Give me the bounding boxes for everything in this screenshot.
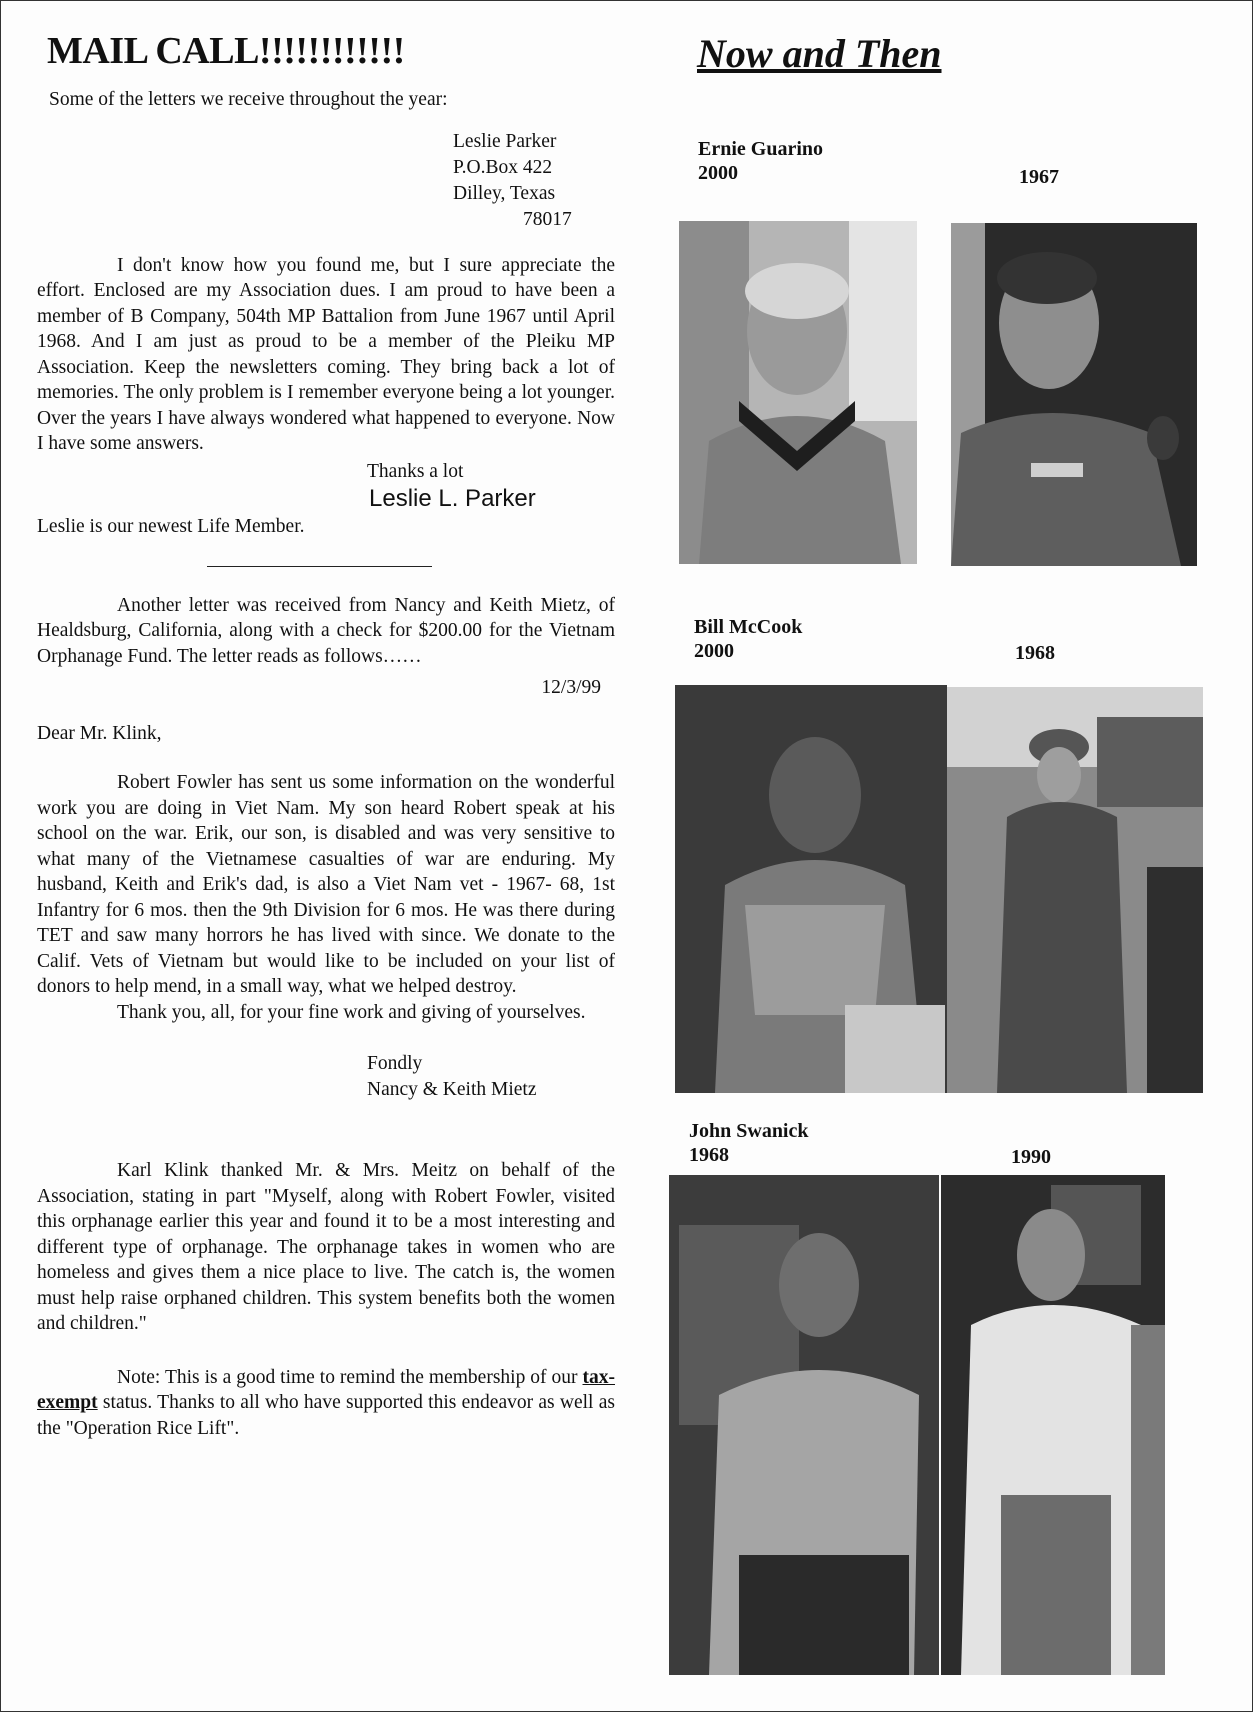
portrait-photo — [947, 687, 1203, 1093]
photo-entry — [661, 1083, 1221, 1683]
note-text-a: Note: This is a good time to remind the membership of our — [117, 1366, 583, 1388]
tax-exempt-emphasis: tax-exempt — [37, 1366, 615, 1413]
section-divider — [207, 566, 432, 567]
address-name: Leslie Parker — [453, 130, 557, 152]
entry-year-left: 2000 — [698, 162, 738, 184]
entry-name: Bill McCook — [694, 616, 803, 638]
photo-entry — [661, 101, 1221, 541]
mail-call-title: MAIL CALL!!!!!!!!!!!! — [47, 30, 405, 72]
letter-mietz-body: Robert Fowler has sent us some information on the wonderful work you are doing in Viet Nam. My son heard Robert speak at his school on the war. Erik, our son, is disabled and was very sensitive to what many of the Vietnamese casualties of war are enduring. My husband, Keith and Erik's dad, is also a Viet Nam vet - 1967- 68, 1st Infantry for 6 mos. then the 9th Division for 6 mos. He was there during TET and saw many horrors he has lived with since. We donate to the Calif. Vets of Vietnam but would like to be included on your list of donors to help mend, in a small way, what we helped destroy. — [37, 772, 615, 997]
tax-exempt-note — [37, 1365, 615, 1442]
letter-parker-signoff: Thanks a lot — [367, 460, 464, 482]
note-text-b: status. Thanks to all who have supported this endeavor as well as the "Operation Rice Lift". — [37, 1392, 615, 1439]
address-box: P.O.Box 422 — [453, 156, 553, 178]
entry-year-right: 1990 — [1011, 1146, 1051, 1168]
entry-name: Ernie Guarino — [698, 138, 824, 160]
portrait-photo — [941, 1175, 1165, 1675]
address-city: Dilley, Texas — [453, 182, 556, 204]
entry-year-left: 2000 — [694, 640, 734, 662]
portrait-photo — [951, 223, 1197, 566]
mail-call-intro: Some of the letters we receive throughout the year: — [49, 89, 448, 110]
letter-mietz-thanks: Thank you, all, for your fine work and giving of yourselves. — [117, 1001, 586, 1023]
letter-mietz-salutation: Dear Mr. Klink, — [37, 722, 162, 744]
entry-year-left: 1968 — [689, 1144, 729, 1166]
letter-mietz-closing: Fondly — [367, 1053, 423, 1074]
portrait-photo — [679, 221, 917, 564]
letter-parker-signature: Leslie L. Parker — [369, 485, 536, 512]
entry-name: John Swanick — [689, 1120, 809, 1142]
letter-mietz-intro: Another letter was received from Nancy and Keith Mietz, of Healdsburg, California, along with a check for $200.00 for the Vietnam Orphanage Fund. The letter reads as follows…… — [37, 594, 615, 667]
letter-parker-body: I don't know how you found me, but I sure appreciate the effort. Enclosed are my Association dues. I am proud to have been a member of B Company, 504th MP Battalion from June 1967 until April 1968. And I am just as proud to be a member of the Pleiku MP Association. Keep the newsletters coming. They bring back a lot of memories. The only problem is I remember everyone being a lot younger. Over the years I have always wondered what happened to everyone. Now I have some answers. — [37, 254, 615, 454]
portrait-photo — [675, 685, 947, 1093]
address-zip: 78017 — [523, 208, 572, 230]
life-member-note: Leslie is our newest Life Member. — [37, 516, 305, 537]
sender-address — [453, 129, 615, 233]
mail-call-column — [37, 29, 615, 1441]
entry-year-right: 1967 — [1019, 166, 1059, 188]
klink-reply: Karl Klink thanked Mr. & Mrs. Meitz on behalf of the Association, stating in part "Myself, along with Robert Fowler, visited this orphanage earlier this year and found it to be a most interesting and different type of orphanage. The orphanage takes in women who are homeless and gives them a nice place to live. The catch is, the women must help raise orphaned children. This system benefits both the women and children." — [37, 1160, 615, 1334]
entry-year-right: 1968 — [1015, 642, 1055, 664]
letter-mietz-date: 12/3/99 — [541, 677, 601, 698]
photo-entry — [661, 579, 1221, 1049]
now-and-then-title: Now and Then — [697, 31, 942, 76]
now-and-then-column — [661, 31, 1221, 1168]
portrait-photo — [669, 1175, 939, 1675]
letter-mietz-signers: Nancy & Keith Mietz — [367, 1078, 537, 1100]
